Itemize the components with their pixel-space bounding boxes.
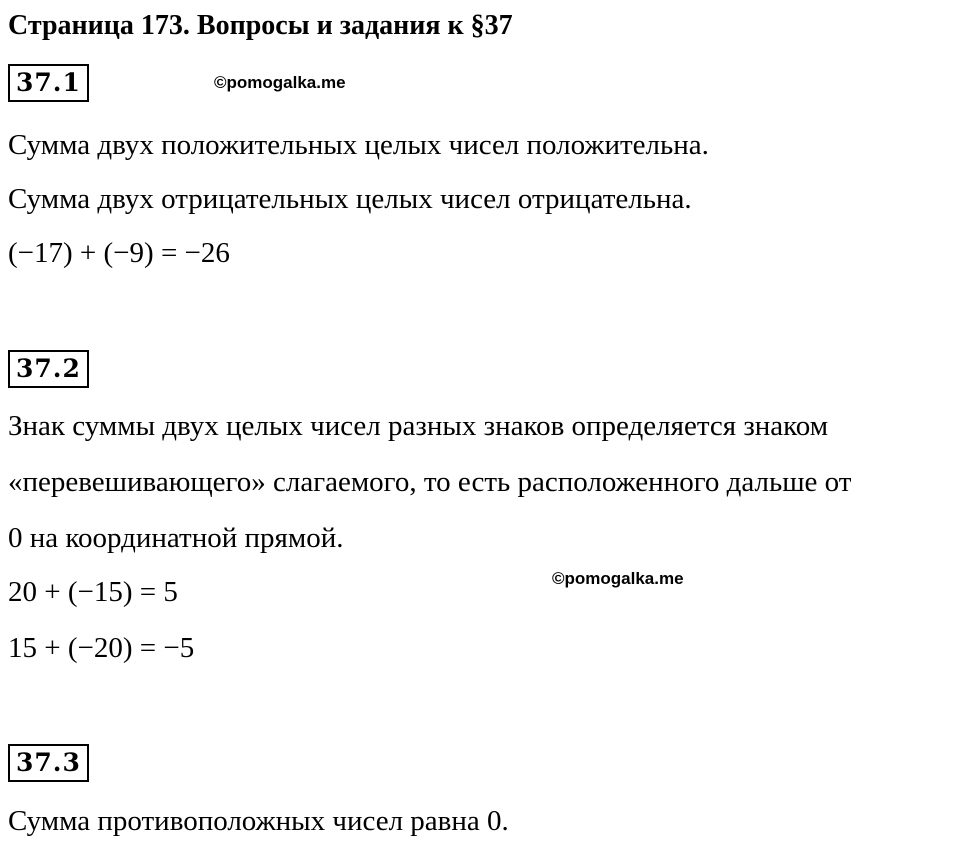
task-label-37-3: 37.3 (8, 744, 89, 782)
text-line: «перевешивающего» слагаемого, то есть расположенного дальше от (8, 466, 852, 498)
task-label-37-2: 37.2 (8, 350, 89, 388)
equation-line: 15 + (−20) = −5 (8, 632, 195, 664)
task-label-37-1: 37.1 (8, 64, 89, 102)
equation-line: (−17) + (−9) = −26 (8, 237, 230, 269)
page-title: Страница 173. Вопросы и задания к §37 (8, 10, 513, 41)
text-line: Сумма противоположных чисел равна 0. (8, 805, 509, 837)
equation-line: 20 + (−15) = 5 (8, 576, 178, 608)
text-line: Знак суммы двух целых чисел разных знаков определяется знаком (8, 410, 829, 442)
watermark: ©pomogalka.me (214, 73, 346, 92)
text-line: Сумма двух отрицательных целых чисел отрицательна. (8, 183, 692, 215)
text-line: 0 на координатной прямой. (8, 522, 344, 554)
watermark: ©pomogalka.me (552, 569, 684, 588)
text-line: Сумма двух положительных целых чисел положительна. (8, 129, 709, 161)
